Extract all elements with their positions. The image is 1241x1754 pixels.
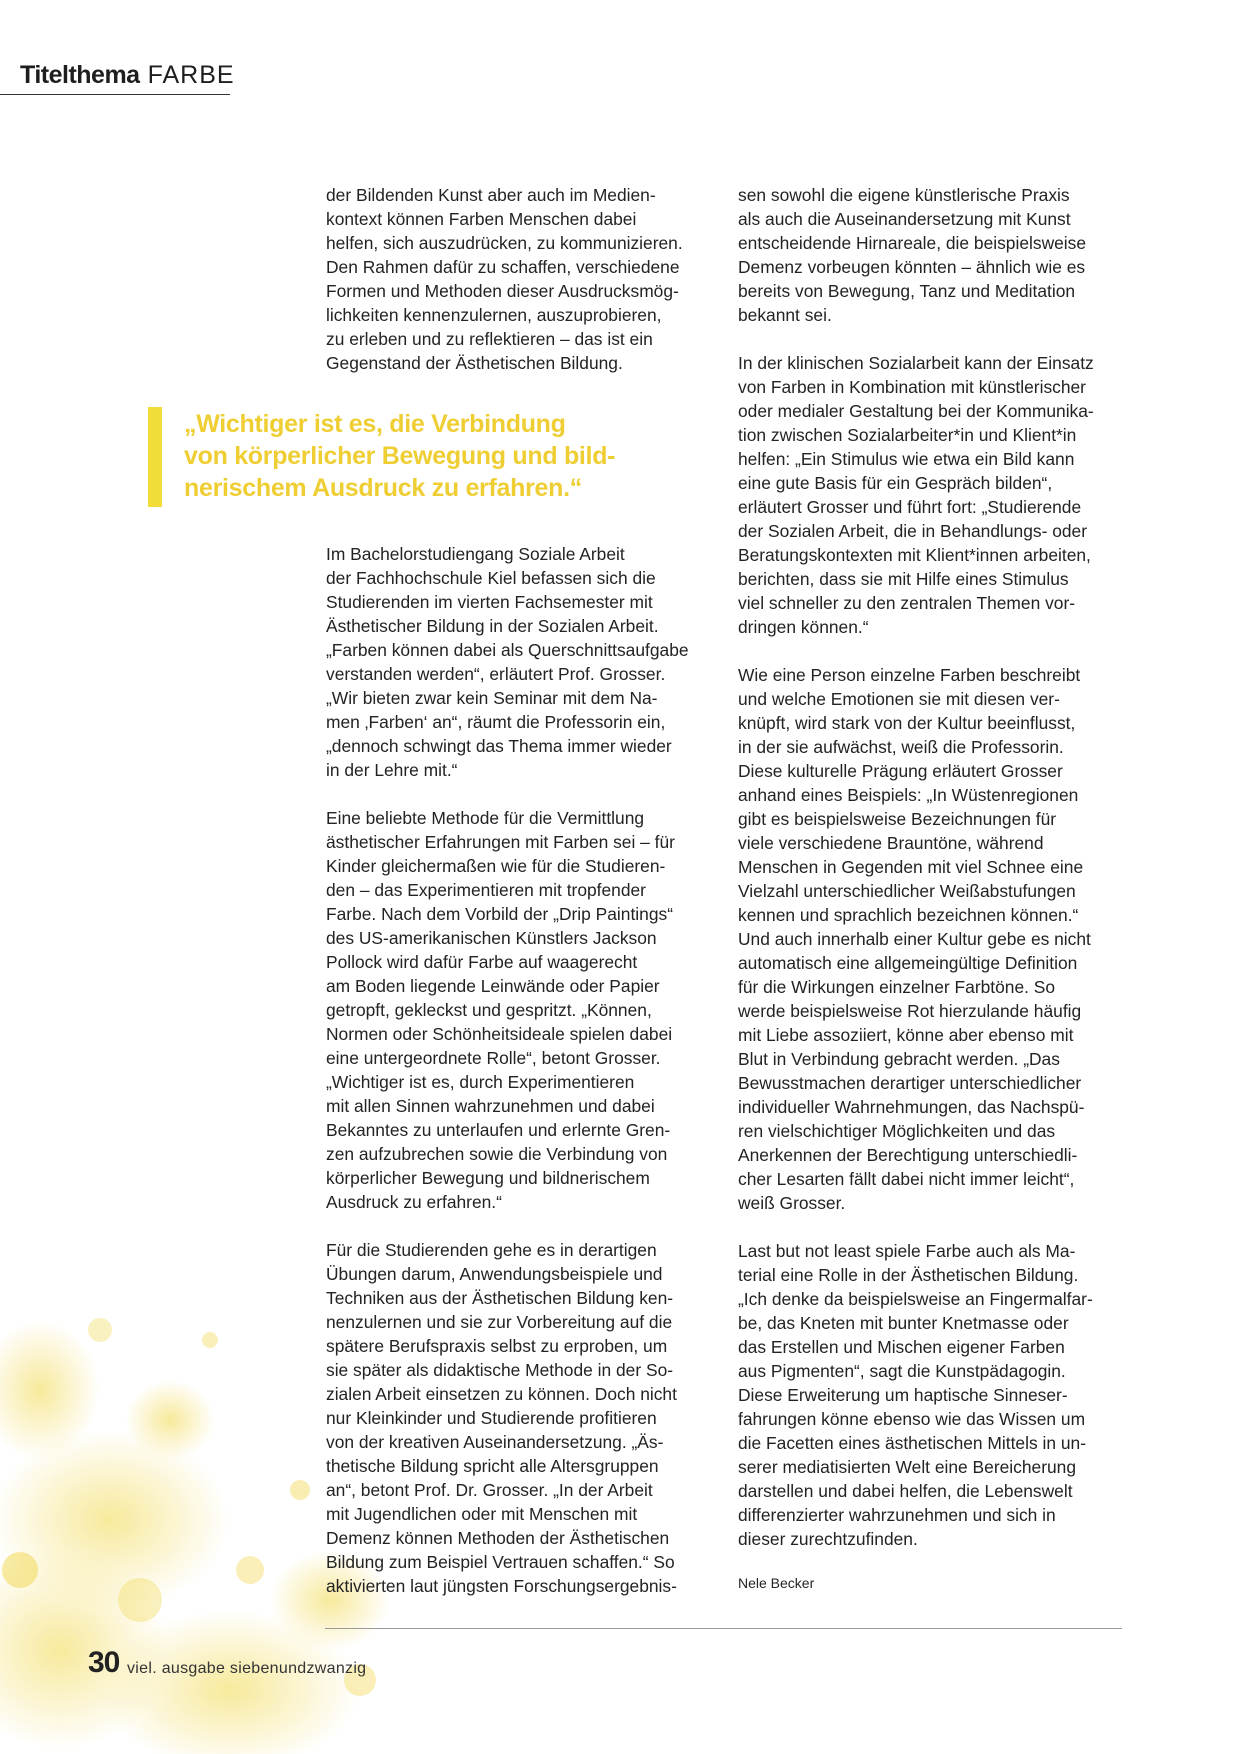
header-divider bbox=[0, 94, 230, 95]
author-byline: Nele Becker bbox=[738, 1575, 815, 1591]
paragraph: Im Bachelorstudiengang Soziale Arbeit der Fachhochschule Kiel befassen sich die Studierenden im vierten Fachsemester mit Ästhetischer Bildung in der Sozialen Arbeit. „Farben können dabei als Querschnittsaufgabe verstanden werden“, erläutert Prof. Grosser. „Wir bieten zwar kein Seminar mit dem Na- men ‚Farben‘ an“, räumt die Professorin ein, „dennoch schwingt das Thema immer wieder in der Lehre mit.“ bbox=[326, 544, 689, 780]
paragraph: der Bildenden Kunst aber auch im Medien- kontext können Farben Menschen dabei helfen, sich auszudrücken, zu kommunizieren. Den Rahmen dafür zu schaffen, verschiedene Formen und Methoden dieser Ausdrucksmög- lichkeiten kennenzulernen, auszuprobieren, zu erleben und zu reflektieren – das ist ein Gegenstand der Ästhetischen Bildung. bbox=[326, 185, 683, 373]
paragraph: Last but not least spiele Farbe auch als Ma- terial eine Rolle in der Ästhetischen Bildung. „Ich denke da beispielsweise an Fingermalfar- be, das Kneten mit bunter Knetmasse oder das Erstellen und Mischen eigener Farben aus Pigmenten“, sagt die Kunstpädagogin. Diese Erweiterung um haptische Sinneser- fahrungen könne ebenso wie das Wissen um die Facetten eines ästhetischen Mittels in un- serer mediatisierten Welt eine Bereicherung darstellen und dabei helfen, die Lebenswelt differenzierter wahrzunehmen und sich in dieser zurechtzufinden. bbox=[738, 1241, 1093, 1549]
paragraph: Eine beliebte Methode für die Vermittlung ästhetischer Erfahrungen mit Farben sei – für Kinder gleichermaßen wie für die Studieren- den – das Experimentieren mit tropfender Farbe. Nach dem Vorbild der „Drip Paintings“ des US-amerikanischen Künstlers Jackson Pollock wird dafür Farbe auf waagerecht am Boden liegende Leinwände oder Papier getropft, gekleckst und gespritzt. „Können, Normen oder Schönheitsideale spielen dabei eine untergeordnete Rolle“, betont Grosser. „Wichtiger ist es, durch Experimentieren mit allen Sinnen wahrzunehmen und dabei Bekanntes zu unterlaufen und erlernte Gren- zen aufzubrechen sowie die Verbindung von körperlicher Bewegung und bildnerischem Ausdruck zu erfahren.“ bbox=[326, 808, 675, 1212]
column-left-intro bbox=[326, 183, 706, 399]
page-number: 30 bbox=[88, 1646, 120, 1679]
issue-label: viel. ausgabe siebenundzwanzig bbox=[127, 1660, 367, 1677]
column-left bbox=[326, 542, 706, 1622]
column-right bbox=[738, 183, 1130, 1595]
pull-quote: „Wichtiger ist es, die Verbindung von körperlicher Bewegung und bild- nerischem Ausdruck zu erfahren.“ bbox=[184, 410, 616, 502]
paragraph: sen sowohl die eigene künstlerische Praxis als auch die Auseinandersetzung mit Kunst entscheidende Hirnareale, die beispielsweise Demenz vorbeugen könnten – ähnlich wie es bereits von Bewegung, Tanz und Meditation bekannt sei. bbox=[738, 185, 1087, 325]
pull-quote-bar bbox=[148, 407, 162, 507]
paragraph: Wie eine Person einzelne Farben beschreibt und welche Emotionen sie mit diesen ver- knüpft, wird stark von der Kultur beeinflusst, in der sie aufwächst, weiß die Professorin. Diese kulturelle Prägung erläutert Grosser anhand eines Beispiels: „In Wüstenregionen gibt es beispielsweise Bezeichnungen für viele verschiedene Brauntöne, während Menschen in Gegenden mit viel Schnee eine Vielzahl unterschiedlicher Weißabstufungen kennen und sprachlich bezeichnen können.“ Und auch innerhalb einer Kultur gebe es nicht automatisch eine allgemeingültige Definition für die Wirkungen einzelner Farbtöne. So werde beispielsweise Rot hierzulande häufig mit Liebe assoziiert, könne aber ebenso mit Blut in Verbindung gebracht werden. „Das Bewusstmachen derartiger unterschiedlicher individueller Wahrnehmungen, das Nachspü- ren vielschichtiger Möglichkeiten und das Anerkennen der Berechtigung unterschiedli- cher Lesarten fällt dabei nicht immer leicht“, weiß Grosser. bbox=[738, 665, 1091, 1213]
footer-divider bbox=[325, 1628, 1122, 1629]
paragraph: Für die Studierenden gehe es in derartigen Übungen darum, Anwendungsbeispiele und Techniken aus der Ästhetischen Bildung ken- nenzulernen und sie zur Vorbereitung auf die spätere Berufspraxis selbst zu erproben, um sie später als didaktische Methode in der So- zialen Arbeit einsetzen zu können. Doch nicht nur Kleinkinder und Studierende profitieren von der kreativen Auseinandersetzung. „Äs- thetische Bildung spricht alle Altersgruppen an“, betont Prof. Dr. Grosser. „In der Arbeit mit Jugendlichen oder mit Menschen mit Demenz können Methoden der Ästhetischen Bildung zum Beispiel Vertrauen schaffen.“ So aktivierten laut jüngsten Forschungsergebnis- bbox=[326, 1240, 677, 1596]
header-subject: FARBE bbox=[147, 61, 235, 89]
header-topic: Titelthema bbox=[20, 61, 140, 89]
section-header bbox=[20, 60, 235, 90]
paragraph: In der klinischen Sozialarbeit kann der Einsatz von Farben in Kombination mit künstlerischer oder medialer Gestaltung bei der Kommunika- tion zwischen Sozialarbeiter*in und Klient*in helfen: „Ein Stimulus wie etwa ein Bild kann eine gute Basis für ein Gespräch bilden“, erläutert Grosser und führt fort: „Studierende der Sozialen Arbeit, die in Behandlungs- oder Beratungskontexten mit Klient*innen arbeiten, berichten, dass sie mit Hilfe eines Stimulus viel schneller zu den zentralen Themen vor- dringen können.“ bbox=[738, 353, 1094, 637]
